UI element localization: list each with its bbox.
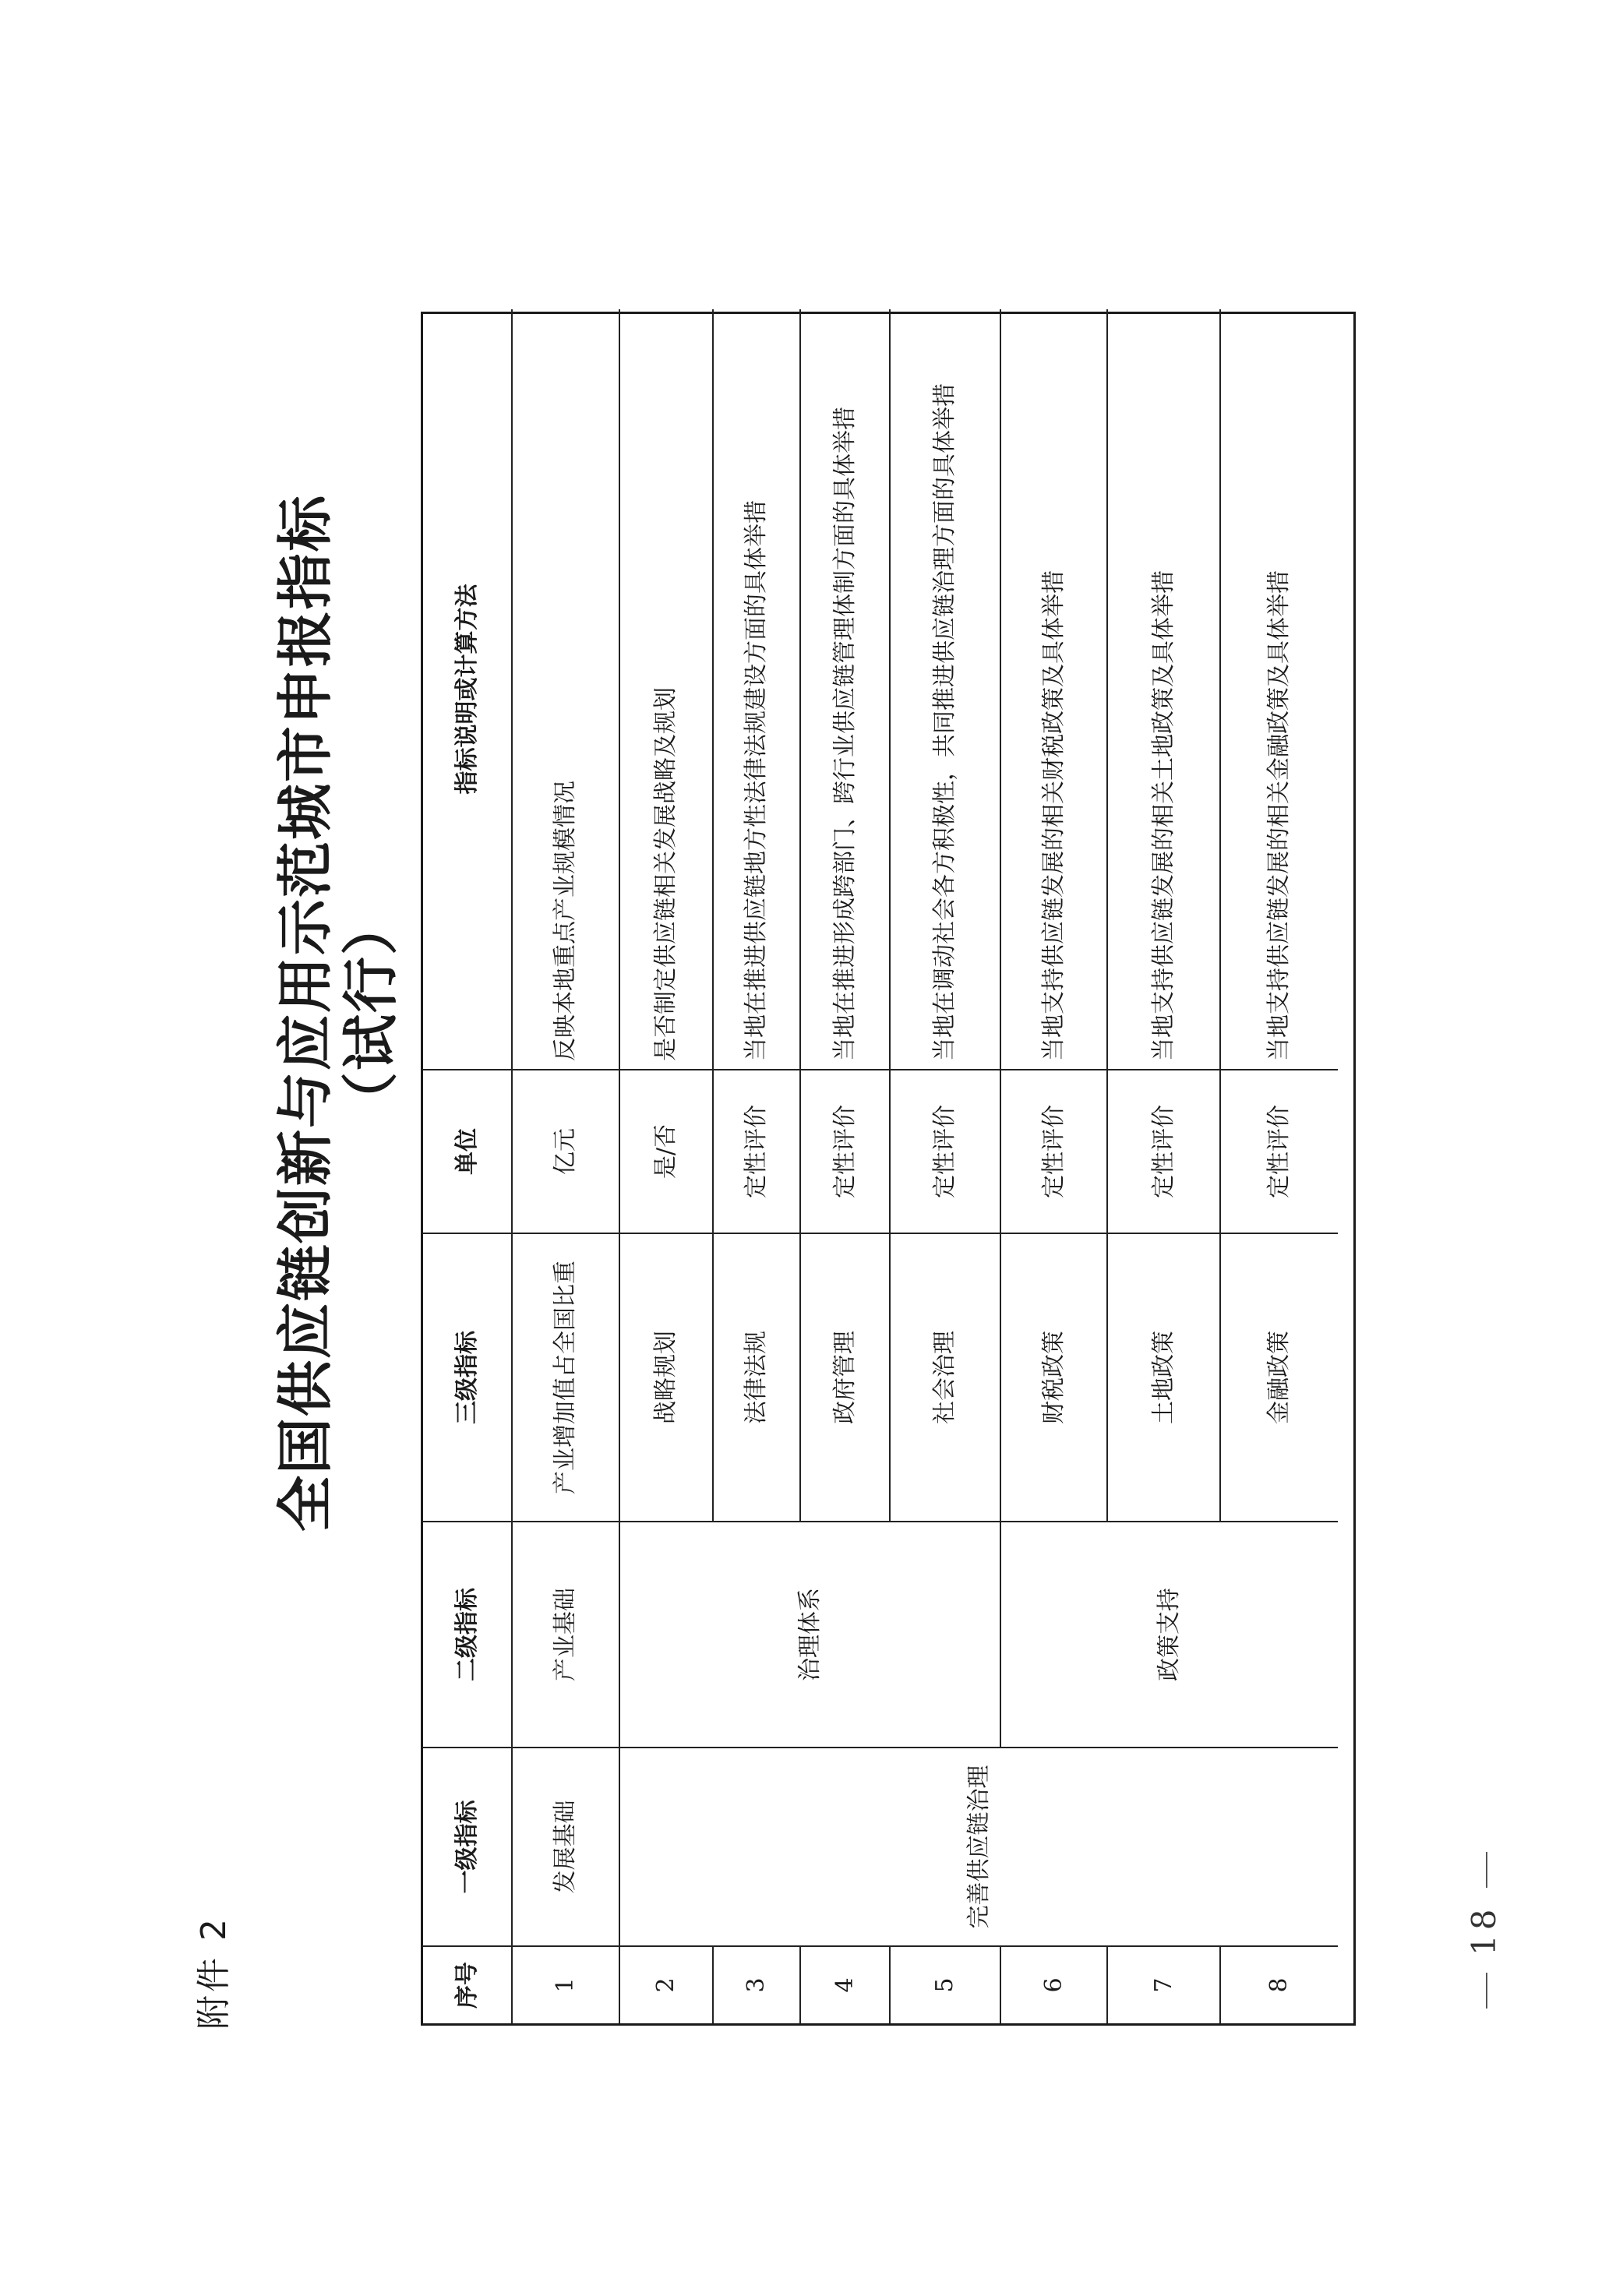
title-line-2: （试行） (338, 898, 404, 1129)
page-title (273, 0, 404, 2065)
row-level3: 产业增加值占全国比重 (513, 1233, 620, 1521)
header-level2: 二级指标 (423, 1521, 513, 1747)
row-unit: 定性评价 (1221, 1069, 1338, 1233)
rotated-page-content (117, 0, 1597, 2065)
page-number (1465, 1835, 1503, 2026)
row-desc: 当地支持供应链发展的相关财税政策及具体举措 (1001, 309, 1108, 1069)
row-seq: 2 (620, 1945, 714, 2023)
row-seq: 7 (1108, 1945, 1221, 2023)
row-desc: 反映本地重点产业规模情况 (513, 309, 620, 1069)
row-desc: 是否制定供应链相关发展战略及规划 (620, 309, 714, 1069)
level2-group-cell: 治理体系 (620, 1521, 1001, 1747)
row-level3: 财税政策 (1001, 1233, 1108, 1521)
annex-label: 附件 2 (194, 1916, 234, 2030)
row-level3: 政府管理 (801, 1233, 891, 1521)
row-unit: 定性评价 (891, 1069, 1001, 1233)
row-level3: 法律法规 (714, 1233, 801, 1521)
row-desc: 当地支持供应链发展的相关土地政策及具体举措 (1108, 309, 1221, 1069)
row-seq: 1 (513, 1945, 620, 2023)
row-desc: 当地在调动社会各方积极性，共同推进供应链治理方面的具体举措 (891, 309, 1001, 1069)
row-unit: 是/否 (620, 1069, 714, 1233)
row-level3: 金融政策 (1221, 1233, 1338, 1521)
row-seq: 8 (1221, 1945, 1338, 2023)
header-level3: 三级指标 (423, 1233, 513, 1521)
row-desc: 当地在推进形成跨部门、跨行业供应链管理体制方面的具体举措 (801, 309, 891, 1069)
row-level3: 土地政策 (1108, 1233, 1221, 1521)
row-seq: 6 (1001, 1945, 1108, 2023)
indicator-table (421, 312, 1356, 2026)
level2-group-cell: 产业基础 (513, 1521, 620, 1747)
row-unit: 定性评价 (1001, 1069, 1108, 1233)
header-level1: 一级指标 (423, 1747, 513, 1945)
page-number-dash (1486, 1852, 1487, 1888)
title-line-1: 全国供应链创新与应用示范城市申报指标 (273, 494, 338, 1532)
header-seq: 序号 (423, 1945, 513, 2023)
page-number-value: 18 (1465, 1904, 1503, 1956)
row-unit: 定性评价 (801, 1069, 891, 1233)
level1-group-cell: 发展基础 (513, 1747, 620, 1945)
header-unit: 单位 (423, 1069, 513, 1233)
row-desc: 当地在推进供应链地方性法律法规建设方面的具体举措 (714, 309, 801, 1069)
row-seq: 5 (891, 1945, 1001, 2023)
row-unit: 亿元 (513, 1069, 620, 1233)
page-number-dash (1486, 1973, 1487, 2009)
level1-group-cell: 完善供应链治理 (620, 1747, 1338, 1945)
row-seq: 4 (801, 1945, 891, 2023)
row-level3: 社会治理 (891, 1233, 1001, 1521)
header-desc: 指标说明或计算方法 (423, 309, 513, 1069)
row-unit: 定性评价 (1108, 1069, 1221, 1233)
row-desc: 当地支持供应链发展的相关金融政策及具体举措 (1265, 570, 1293, 1061)
row-unit: 定性评价 (714, 1069, 801, 1233)
row-seq: 3 (714, 1945, 801, 2023)
level2-group-cell: 政策支持 (1001, 1521, 1338, 1747)
row-level3: 战略规划 (620, 1233, 714, 1521)
